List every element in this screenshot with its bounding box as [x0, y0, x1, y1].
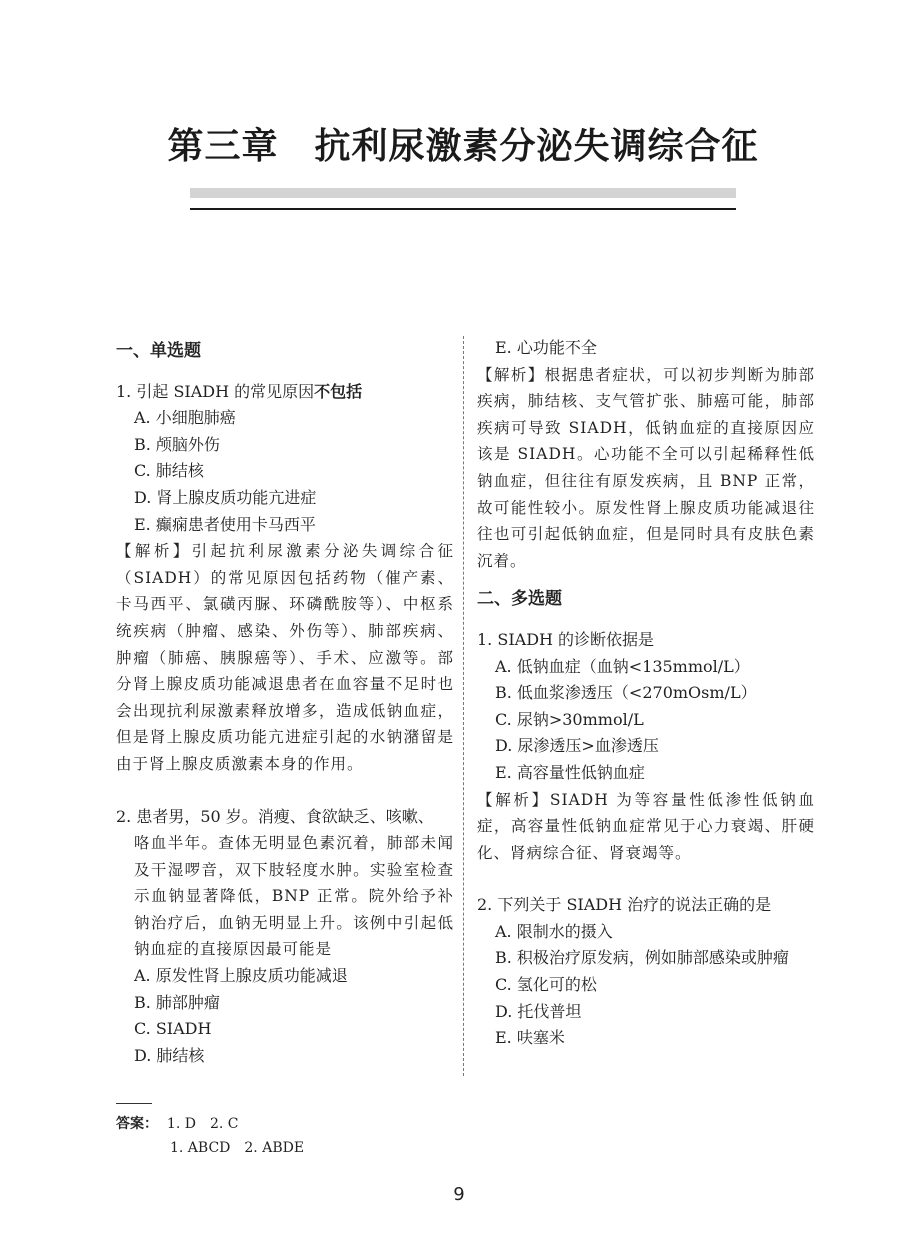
chapter-number: 第三章: [167, 126, 279, 167]
question-multi-1: [477, 627, 815, 866]
question-stem: 1. 引起 SIADH 的常见原因不包括: [116, 381, 363, 401]
page-number: 9: [453, 1184, 465, 1205]
answer-key: [116, 1112, 304, 1160]
answer-label: 答案：: [116, 1116, 158, 1132]
answer-rule: [116, 1103, 152, 1104]
chapter-title: [0, 118, 900, 169]
option: E. 高容量性低钠血症: [495, 762, 645, 782]
multi-choice-heading: 二、多选题: [477, 589, 562, 610]
question-stem: 2. 患者男，50 岁。消瘦、食欲缺乏、咳嗽、: [116, 806, 434, 826]
chapter-name: 抗利尿激素分泌失调综合征: [314, 126, 759, 167]
emphasis-text: 不包括: [314, 381, 363, 401]
question-stem: 2. 下列关于 SIADH 治疗的说法正确的是: [477, 895, 772, 915]
answer-single: 1. D 2. C: [166, 1116, 239, 1132]
left-column: [116, 332, 454, 1069]
right-column: [477, 335, 815, 1052]
option: C. 氢化可的松: [495, 975, 597, 995]
title-gray-bar: [190, 188, 736, 198]
option: A. 低钠血症（血钠<135mmol/L）: [495, 656, 750, 676]
option: A. 小细胞肺癌: [134, 408, 236, 428]
title-black-rule: [190, 208, 736, 210]
option: D. 托伐普坦: [495, 1001, 582, 1021]
question-multi-2: [477, 892, 815, 1052]
option: D. 尿渗透压>血渗透压: [495, 736, 659, 756]
analysis-text: 【解析】引起抗利尿激素分泌失调综合征（SIADH）的常见原因包括药物（催产素、卡马西平、氯磺丙脲、环磷酰胺等）、中枢系统疾病（肿瘤、感染、外伤等）、肺部疾病、肿瘤（肺癌、胰腺癌等）、手术、应激等。部分肾上腺皮质功能减退患者在血容量不足时也会出现抗利尿激素释放增多，造成低钠血症，但是肾上腺皮质功能亢进症引起的水钠潴留是由于肾上腺皮质激素本身的作用。: [116, 542, 454, 773]
option: B. 低血浆渗透压（<270mOsm/L）: [495, 683, 757, 703]
option: B. 肺部肿瘤: [134, 992, 220, 1012]
question-stem: 1. SIADH 的诊断依据是: [477, 629, 655, 649]
question-single-2: [116, 804, 454, 1070]
analysis-text: 【解析】根据患者症状，可以初步判断为肺部疾病，肺结核、支气管扩张、肺癌可能，肺部疾病可导致 SIADH，低钠血症的直接原因应该是 SIADH。心功能不全可以引起稀释性低钠血症，但往往有原发疾病，且 BNP 正常，故可能性较小。原发性肾上腺皮质功能减退往往也可引起低钠血症，但是同时具有皮肤色素沉着。: [477, 365, 815, 570]
analysis-text: 【解析】SIADH 为等容量性低渗性低钠血症，高容量性低钠血症常见于心力衰竭、肝硬化、肾病综合征、肾衰竭等。: [477, 790, 815, 862]
option: B. 积极治疗原发病，例如肺部感染或肿瘤: [495, 948, 789, 968]
single-choice-heading: 一、单选题: [116, 341, 201, 361]
option: D. 肺结核: [134, 1045, 205, 1065]
option: A. 限制水的摄入: [495, 921, 613, 941]
answer-multi: 1. ABCD 2. ABDE: [170, 1140, 305, 1156]
question-stem-continued: 咯血半年。查体无明显色素沉着，肺部未闻及干湿啰音，双下肢轻度水肿。实验室检查示血钠显著降低，BNP 正常。院外给予补钠治疗后，血钠无明显上升。该例中引起低钠血症的直接原因最可能是: [134, 834, 454, 959]
option: E. 呋塞米: [495, 1028, 565, 1048]
option: C. SIADH: [134, 1019, 212, 1039]
option: E. 癫痫患者使用卡马西平: [134, 514, 316, 534]
column-divider: [463, 336, 464, 1076]
option: A. 原发性肾上腺皮质功能减退: [134, 966, 348, 986]
option: C. 尿钠>30mmol/L: [495, 709, 644, 729]
option: E. 心功能不全: [495, 338, 597, 357]
option: D. 肾上腺皮质功能亢进症: [134, 487, 317, 507]
option: B. 颅脑外伤: [134, 434, 220, 454]
option: C. 肺结核: [134, 461, 204, 481]
question-single-1: [116, 379, 454, 778]
